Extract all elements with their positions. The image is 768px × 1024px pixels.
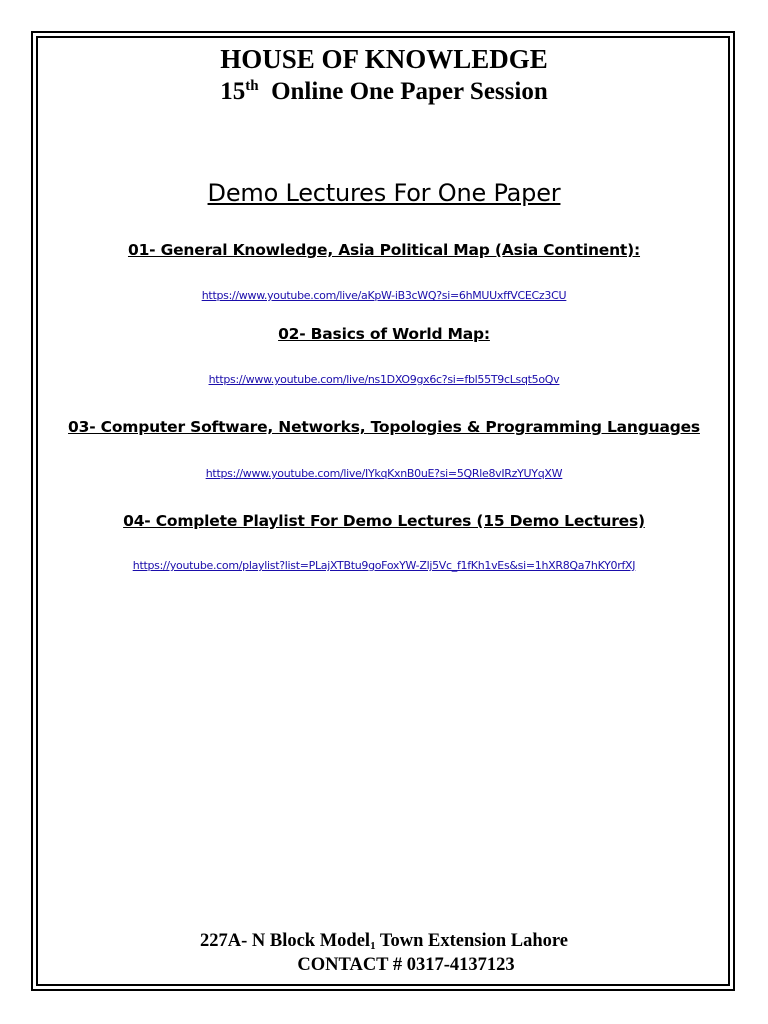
- lecture-link-2-anchor[interactable]: https://www.youtube.com/live/ns1DXO9gx6c?si=fbl55T9cLsqt5oQv: [208, 373, 560, 386]
- address-subscript: 1: [370, 940, 376, 952]
- lecture-link-3-anchor[interactable]: https://www.youtube.com/live/IYkqKxnB0uE?si=5QRle8vIRzYUYqXW: [205, 467, 563, 480]
- lecture-title-1: 01- General Knowledge, Asia Political Map (Asia Continent):: [127, 241, 641, 259]
- session-number: 15: [220, 78, 246, 105]
- lecture-link-2[interactable]: [0, 372, 768, 388]
- footer-contact: CONTACT # 0317-4137123: [297, 955, 515, 975]
- session-suffix: th: [245, 78, 259, 94]
- organization-title: HOUSE OF KNOWLEDGE: [220, 44, 548, 74]
- session-title: [0, 76, 768, 108]
- footer-address: [0, 929, 768, 953]
- address-part-2: Town Extension Lahore: [375, 931, 569, 951]
- lecture-link-1[interactable]: [0, 288, 768, 304]
- lecture-link-4[interactable]: [0, 558, 768, 574]
- lecture-link-4-anchor[interactable]: https://youtube.com/playlist?list=PLajXTBtu9goFoxYW-Zlj5Vc_f1fKh1vEs&si=1hXR8Qa7hKY0rfXJ: [132, 559, 636, 572]
- session-text: Online One Paper Session: [271, 78, 548, 105]
- address-part-1: 227A- N Block Model: [199, 931, 371, 951]
- lecture-title-3: 03- Computer Software, Networks, Topologies & Programming Languages: [68, 418, 700, 436]
- section-title: Demo Lectures For One Paper: [207, 179, 561, 207]
- lecture-title-2: 02- Basics of World Map:: [278, 325, 490, 343]
- lecture-title-4: 04- Complete Playlist For Demo Lectures (15 Demo Lectures): [123, 512, 645, 530]
- lecture-link-3[interactable]: [0, 466, 768, 482]
- lecture-link-1-anchor[interactable]: https://www.youtube.com/live/aKpW-iB3cWQ?si=6hMUUxffVCECz3CU: [201, 289, 567, 302]
